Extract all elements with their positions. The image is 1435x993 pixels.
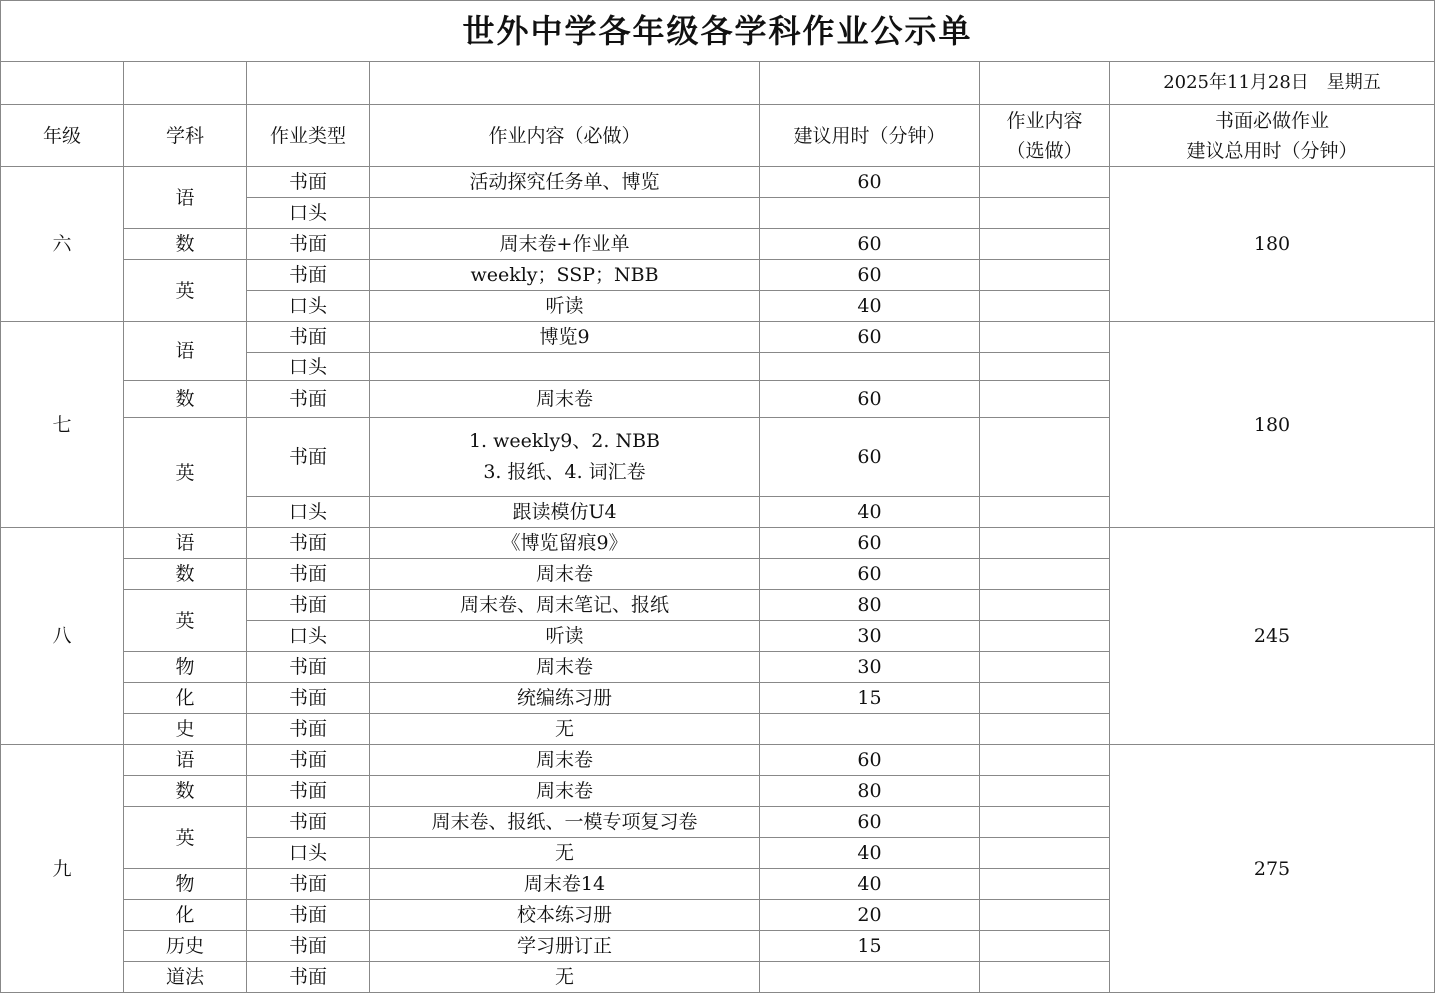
optional-cell (980, 838, 1110, 869)
optional-cell (980, 621, 1110, 652)
content-line: 无 (554, 842, 574, 864)
time-cell: 60 (760, 167, 980, 198)
content-line: 博览9 (539, 326, 590, 348)
type-cell: 书面 (247, 807, 370, 838)
content-cell (370, 497, 760, 528)
empty-cell (247, 62, 370, 105)
content-cell (370, 683, 760, 714)
content-cell (370, 869, 760, 900)
content-cell (370, 381, 760, 418)
subject-cell: 物 (124, 652, 247, 683)
header-grade: 年级 (1, 105, 124, 167)
time-cell (760, 962, 980, 993)
content-cell (370, 590, 760, 621)
content-line: 统编练习册 (516, 687, 612, 709)
subject-cell: 化 (124, 900, 247, 931)
header-total-line2: 建议总用时（分钟） (1186, 139, 1358, 162)
type-cell: 口头 (247, 198, 370, 229)
content-line: 周末卷14 (523, 873, 606, 895)
type-cell: 书面 (247, 745, 370, 776)
content-line: 校本练习册 (516, 904, 612, 926)
time-cell (760, 353, 980, 381)
type-cell: 书面 (247, 931, 370, 962)
subject-cell: 语 (124, 167, 247, 229)
content-cell (370, 260, 760, 291)
optional-cell (980, 559, 1110, 590)
optional-cell (980, 198, 1110, 229)
optional-cell (980, 528, 1110, 559)
optional-cell (980, 322, 1110, 353)
type-cell: 口头 (247, 291, 370, 322)
subject-cell: 英 (124, 807, 247, 869)
content-line: 跟读模仿U4 (512, 501, 617, 523)
time-cell: 30 (760, 652, 980, 683)
type-cell: 口头 (247, 838, 370, 869)
time-cell (760, 198, 980, 229)
content-line: 无 (554, 718, 574, 740)
type-cell: 书面 (247, 683, 370, 714)
time-cell: 40 (760, 838, 980, 869)
optional-cell (980, 381, 1110, 418)
content-line: 周末卷 (535, 388, 593, 410)
type-cell: 口头 (247, 497, 370, 528)
type-cell: 口头 (247, 353, 370, 381)
header-total-line1: 书面必做作业 (1214, 109, 1329, 132)
subject-cell: 数 (124, 381, 247, 418)
time-cell: 60 (760, 745, 980, 776)
header-optional-line2: （选做） (1006, 139, 1083, 162)
time-cell: 15 (760, 683, 980, 714)
header-total (1110, 105, 1435, 167)
content-cell (370, 745, 760, 776)
content-line: 1. weekly9、2. NBB (468, 430, 661, 452)
header-row (1, 105, 1435, 167)
content-line: 周末卷 (535, 563, 593, 585)
table-row (1, 528, 1435, 559)
optional-cell (980, 745, 1110, 776)
time-cell: 60 (760, 229, 980, 260)
type-cell: 书面 (247, 528, 370, 559)
content-line: 《博览留痕9》 (501, 532, 628, 554)
content-cell (370, 714, 760, 745)
type-cell: 书面 (247, 381, 370, 418)
subject-cell: 化 (124, 683, 247, 714)
grade-cell: 六 (1, 167, 124, 322)
content-cell (370, 776, 760, 807)
type-cell: 书面 (247, 900, 370, 931)
time-cell: 60 (760, 381, 980, 418)
subject-cell: 数 (124, 559, 247, 590)
time-cell: 60 (760, 322, 980, 353)
content-line: 周末卷 (535, 780, 593, 802)
content-line: 周末卷+作业单 (499, 233, 630, 255)
content-line: 活动探究任务单、博览 (469, 171, 660, 193)
content-cell (370, 229, 760, 260)
type-cell: 书面 (247, 776, 370, 807)
type-cell: 书面 (247, 869, 370, 900)
content-line: weekly；SSP；NBB (470, 264, 659, 286)
optional-cell (980, 776, 1110, 807)
time-cell: 60 (760, 807, 980, 838)
grade-cell: 八 (1, 528, 124, 745)
content-cell (370, 528, 760, 559)
content-cell (370, 322, 760, 353)
total-time-cell: 245 (1110, 528, 1435, 745)
header-optional-line1: 作业内容 (1006, 109, 1083, 132)
subject-cell: 语 (124, 745, 247, 776)
table-row (1, 322, 1435, 353)
type-cell: 书面 (247, 167, 370, 198)
header-subject: 学科 (124, 105, 247, 167)
type-cell: 书面 (247, 418, 370, 497)
content-line: 周末卷 (535, 656, 593, 678)
optional-cell (980, 260, 1110, 291)
total-time-cell: 180 (1110, 167, 1435, 322)
optional-cell (980, 353, 1110, 381)
total-time-cell: 275 (1110, 745, 1435, 993)
subject-cell: 语 (124, 528, 247, 559)
time-cell: 40 (760, 291, 980, 322)
content-line: 听读 (545, 625, 584, 647)
optional-cell (980, 714, 1110, 745)
optional-cell (980, 497, 1110, 528)
type-cell: 书面 (247, 559, 370, 590)
content-cell (370, 353, 760, 381)
type-cell: 书面 (247, 229, 370, 260)
time-cell: 80 (760, 590, 980, 621)
content-line: 周末卷、报纸、一模专项复习卷 (431, 811, 698, 833)
subject-cell: 英 (124, 418, 247, 528)
content-cell (370, 962, 760, 993)
table-body (1, 1, 1435, 993)
subject-cell: 历史 (124, 931, 247, 962)
optional-cell (980, 683, 1110, 714)
content-cell (370, 838, 760, 869)
empty-cell (760, 62, 980, 105)
time-cell (760, 714, 980, 745)
subject-cell: 物 (124, 869, 247, 900)
header-time: 建议用时（分钟） (760, 105, 980, 167)
type-cell: 书面 (247, 714, 370, 745)
content-cell (370, 621, 760, 652)
time-cell: 60 (760, 418, 980, 497)
optional-cell (980, 900, 1110, 931)
content-cell (370, 652, 760, 683)
empty-cell (980, 62, 1110, 105)
type-cell: 书面 (247, 322, 370, 353)
time-cell: 60 (760, 260, 980, 291)
table-row (1, 167, 1435, 198)
type-cell: 口头 (247, 621, 370, 652)
time-cell: 60 (760, 528, 980, 559)
content-cell (370, 931, 760, 962)
header-type: 作业类型 (247, 105, 370, 167)
time-cell: 60 (760, 559, 980, 590)
optional-cell (980, 931, 1110, 962)
sheet-title: 世外中学各年级各学科作业公示单 (1, 1, 1435, 62)
header-required: 作业内容（必做） (370, 105, 760, 167)
type-cell: 书面 (247, 962, 370, 993)
empty-cell (124, 62, 247, 105)
content-line: 周末卷 (535, 749, 593, 771)
content-cell (370, 198, 760, 229)
content-line: 周末卷、周末笔记、报纸 (459, 594, 669, 616)
subject-cell: 英 (124, 590, 247, 652)
date-cell: 2025年11月28日 星期五 (1110, 62, 1435, 105)
optional-cell (980, 229, 1110, 260)
type-cell: 书面 (247, 260, 370, 291)
content-line: 3. 报纸、4. 词汇卷 (483, 461, 646, 483)
content-line: 无 (554, 966, 574, 988)
grade-cell: 七 (1, 322, 124, 528)
date-row (1, 62, 1435, 105)
optional-cell (980, 291, 1110, 322)
content-cell (370, 291, 760, 322)
time-cell: 80 (760, 776, 980, 807)
header-optional (980, 105, 1110, 167)
subject-cell: 史 (124, 714, 247, 745)
empty-cell (370, 62, 760, 105)
optional-cell (980, 652, 1110, 683)
content-cell (370, 167, 760, 198)
optional-cell (980, 418, 1110, 497)
type-cell: 书面 (247, 590, 370, 621)
subject-cell: 数 (124, 229, 247, 260)
optional-cell (980, 869, 1110, 900)
time-cell: 15 (760, 931, 980, 962)
grade-cell: 九 (1, 745, 124, 993)
subject-cell: 语 (124, 322, 247, 381)
optional-cell (980, 962, 1110, 993)
title-row (1, 1, 1435, 62)
content-cell (370, 807, 760, 838)
time-cell: 40 (760, 497, 980, 528)
time-cell: 20 (760, 900, 980, 931)
optional-cell (980, 807, 1110, 838)
time-cell: 40 (760, 869, 980, 900)
empty-cell (1, 62, 124, 105)
subject-cell: 数 (124, 776, 247, 807)
content-line: 听读 (545, 295, 584, 317)
optional-cell (980, 590, 1110, 621)
content-cell (370, 559, 760, 590)
type-cell: 书面 (247, 652, 370, 683)
content-line: 学习册订正 (516, 935, 612, 957)
table-row (1, 745, 1435, 776)
time-cell: 30 (760, 621, 980, 652)
content-cell (370, 900, 760, 931)
content-cell (370, 418, 760, 497)
subject-cell: 道法 (124, 962, 247, 993)
total-time-cell: 180 (1110, 322, 1435, 528)
optional-cell (980, 167, 1110, 198)
subject-cell: 英 (124, 260, 247, 322)
